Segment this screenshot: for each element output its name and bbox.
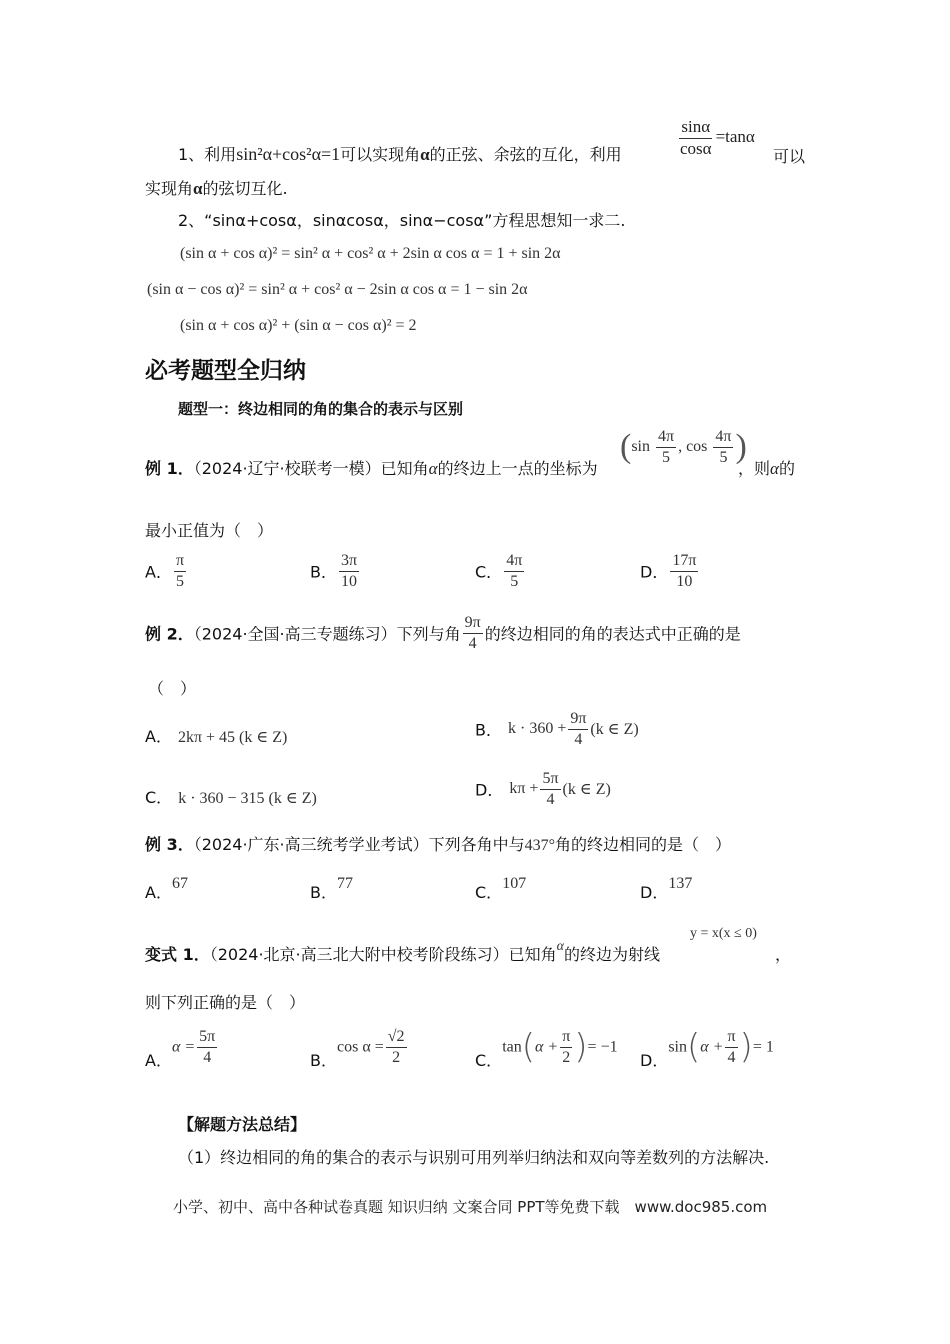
note1-line2 [145,176,288,199]
ex1-text2: 的终边上一点的坐标为 [437,459,598,478]
summary-item-1: （1）终边相同的角的集合的表示与识别可用列举归纳法和双向等差数列的方法解决. [178,1148,770,1167]
option-num: √2 [386,1028,407,1048]
ex2-text2: 的终边相同的角的表达式中正确的是 [484,624,741,644]
note1-mid2: 的正弦、余弦的互化，利用 [429,145,622,164]
option-post: = −1 [587,1038,618,1056]
ex3-option-b [310,870,353,902]
ex1-cos: , cos [678,437,708,455]
ex1-line2: 最小正值为（ ） [145,521,274,540]
ex1-label: 例 1． [145,459,194,478]
var1-alpha: α [556,939,564,954]
var1-line2: 则下列正确的是（ ） [145,993,306,1012]
ex1-tail [738,456,795,479]
option-num: 5π [197,1028,217,1048]
ex1-option-c [475,552,526,590]
summary-title: 【解题方法总结】 [178,1115,307,1134]
var1-option-c: C．tan(α + $\frac{\pi}{2}$ )= −1 [475,1027,618,1070]
option-expr: k · 360 − 315 (k ∈ Z) [178,790,317,807]
ex3-text2: 角的终边相同的是（ ） [555,835,732,854]
equation-1: (sin α + cos α)² = sin² α + cos² α + 2sin α cos α = 1 + sin 2α [180,245,561,262]
ex2-option-a [145,724,287,747]
option-letter: C． [475,883,503,902]
var1-option-a [145,1028,219,1070]
option-letter: D． [475,780,504,800]
ex3-option-c [475,870,527,902]
option-den: 5 [510,572,519,590]
ex1-line1 [145,456,598,479]
option-pre: k · 360 + [507,720,567,738]
note1-line1 [178,142,622,165]
page-footer: 小学、初中、高中各种试卷真题 知识归纳 文案合同 PPT等免费下载 www.doc985.com [173,1198,768,1216]
option-letter: D． [640,883,669,902]
equation-2: (sin α − cos α)² = sin² α + cos² α − 2sin α cos α = 1 − sin 2α [147,281,528,298]
tan-identity [676,118,755,158]
option-letter: D． [640,562,669,582]
ex2-option-c [145,785,317,808]
option-inner: α + [535,1038,559,1056]
ex2-option-b [475,710,639,748]
var1-comma: ， [775,945,792,964]
var1-label: 变式 1． [145,945,210,964]
ex1-option-a [145,552,188,590]
option-den: 10 [341,572,358,590]
ex1-cos-num: 4π [713,428,733,448]
tan-frac-rhs: =tanα [715,127,755,147]
option-num: π [560,1028,572,1048]
ex3-angle: 437° [524,837,556,854]
var1-ray: y = x(x ≤ 0) [690,926,757,941]
option-num: 9π [568,710,588,730]
option-letter: B． [310,562,337,582]
var1-text1: （2024·北京·高三北大附中校考阶段练习）已知角 [209,945,557,964]
ex2-line2: （ ） [148,679,197,698]
ex1-text3: ，则 [738,459,771,478]
option-den: 2 [562,1048,571,1066]
ex1-cos-den: 5 [719,448,728,466]
option-letter: A． [145,562,172,582]
option-den: 5 [175,572,184,590]
ex3-option-a [145,870,188,902]
option-den: 4 [546,790,555,808]
ex1-coordinate: (sin $\frac{4\pi}{5}$ , cos $\frac{4\pi}{5}$ ) [620,428,747,466]
type1-title: 题型一：终边相同的角的集合的表示与区别 [178,400,464,418]
option-letter: A． [145,883,172,902]
ex2-label: 例 2． [145,624,194,644]
note1-mid: 可以实现角 [340,145,421,164]
option-value: 137 [668,875,693,892]
ex3-text1: （2024·广东·高三统考学业考试）下列各角中与 [193,835,525,854]
option-letter: B． [310,1050,337,1070]
ex1-alpha-2: α [770,459,779,478]
option-letter: B． [310,883,337,902]
option-value: 67 [171,875,188,892]
var1-text2: 的终边为射线 [563,945,660,964]
option-num: π [725,1028,737,1048]
option-pre: sin [668,1038,687,1056]
ex3-line1 [145,832,731,855]
option-den: 4 [203,1048,212,1066]
option-den: 4 [727,1048,736,1066]
ex1-text4: 的 [778,459,795,478]
ex1-alpha: α [428,459,438,478]
note1-suffix: 可以 [773,147,806,166]
ex2-line1 [145,614,741,652]
ex1-sin-num: 4π [656,428,676,448]
option-letter: A． [145,1050,172,1070]
alpha-symbol-2: α [193,179,203,198]
note1-line2-prefix: 实现角 [145,179,194,198]
option-inner: α + [700,1038,724,1056]
option-post: (k ∈ Z) [590,721,639,739]
sin-cos-identity: sin²α+cos²α=1 [236,144,341,164]
option-value: 77 [336,875,353,892]
ex1-sin: sin [631,437,650,455]
option-letter: C． [475,562,503,582]
option-expr: 2kπ + 45 (k ∈ Z) [177,729,288,746]
note2: 2、“sinα+cosα，sinαcosα，sinα−cosα”方程思想知一求二. [178,211,626,230]
option-den: 2 [392,1048,401,1066]
ex1-option-d [640,552,700,590]
alpha-symbol: α [420,145,430,164]
option-num: 17π [670,552,698,572]
section-heading: 必考题型全归纳 [145,358,306,384]
option-pre: kπ + [509,780,539,798]
ex2-option-d [475,770,611,808]
option-letter: D． [640,1050,669,1070]
var1-line1 [145,939,660,965]
option-letter: A． [145,727,172,746]
option-pre: α = [171,1038,196,1056]
ex2-num: 9π [463,614,483,634]
option-letter: B． [475,720,502,740]
ex1-text1: （2024·辽宁·校联考一模）已知角 [193,459,429,478]
option-post: = 1 [752,1038,774,1056]
ex3-option-d [640,870,693,902]
option-num: π [174,552,186,572]
ex2-den: 4 [468,634,477,652]
option-den: 4 [574,730,583,748]
var1-option-d: D．sin(α + $\frac{\pi}{4}$ )= 1 [640,1027,774,1070]
tan-frac-den: cosα [680,138,712,158]
option-letter: C． [145,788,173,807]
note1-line2-suffix: 的弦切互化. [202,179,288,198]
option-letter: C． [475,1050,503,1070]
option-num: 4π [504,552,524,572]
option-den: 10 [676,572,693,590]
var1-option-b [310,1028,409,1070]
option-num: 5π [540,770,560,790]
ex2-text1: （2024·全国·高三专题练习）下列与角 [193,624,461,644]
tan-frac-num: sinα [679,118,712,139]
option-post: (k ∈ Z) [562,781,611,799]
note1-prefix: 1、利用 [178,145,237,164]
ex1-sin-den: 5 [662,448,671,466]
ex1-option-b [310,552,361,590]
ex3-label: 例 3． [145,835,194,854]
option-pre: tan [502,1038,522,1056]
equation-3: (sin α + cos α)² + (sin α − cos α)² = 2 [180,317,417,334]
option-num: 3π [339,552,359,572]
option-value: 107 [502,875,527,892]
option-pre: cos α = [336,1038,384,1056]
